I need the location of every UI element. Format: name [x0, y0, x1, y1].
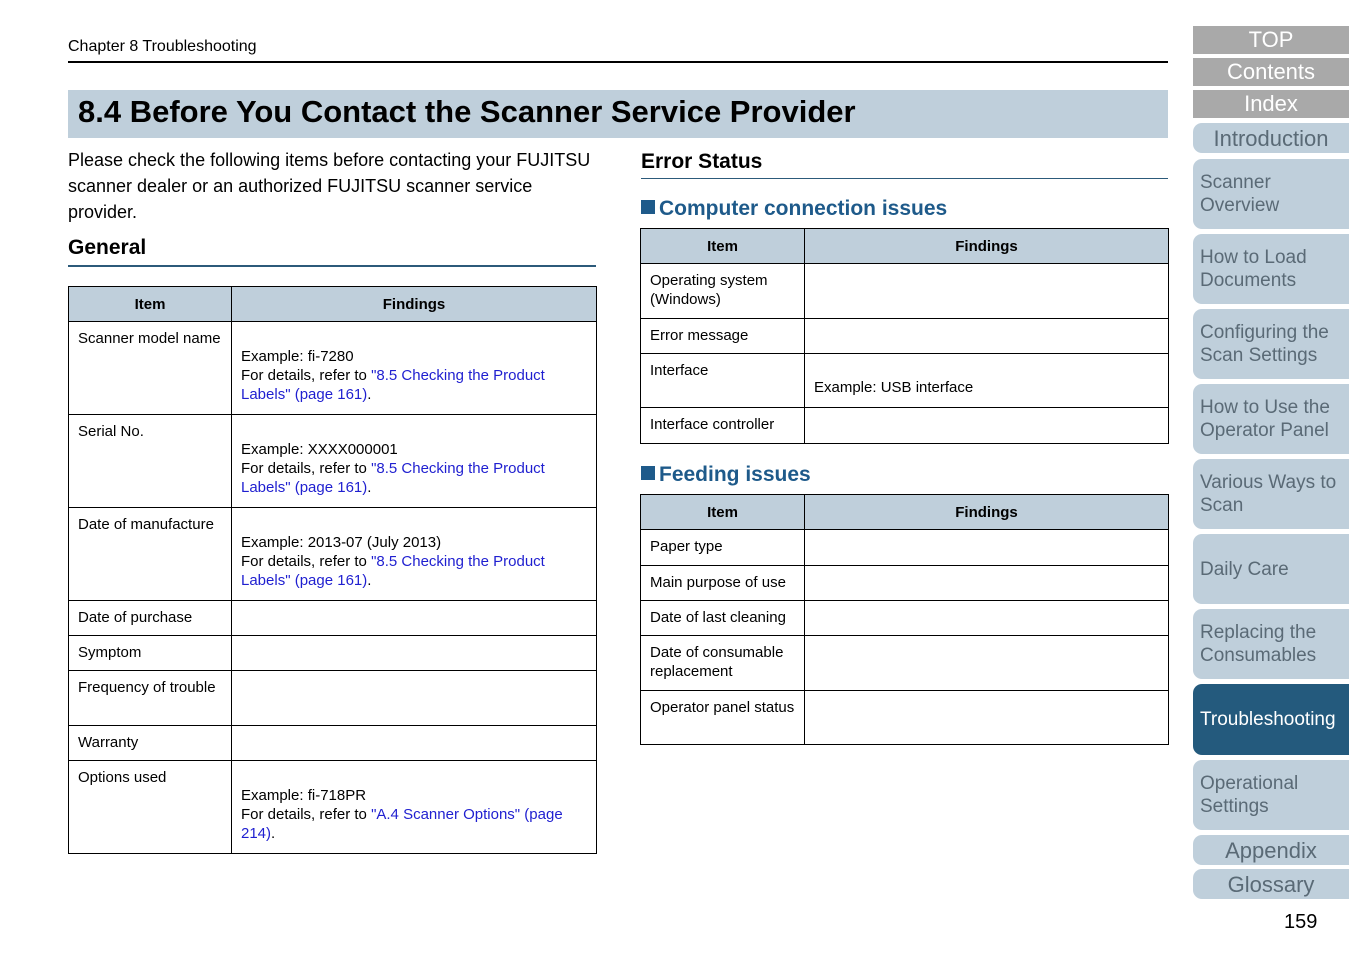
table-row [69, 761, 597, 854]
feeding-issues-table [640, 494, 1169, 745]
findings-cell [232, 671, 597, 726]
findings-cell [232, 601, 597, 636]
scanner-options-link[interactable]: "A.4 Scanner Options" (page 214) [241, 806, 563, 842]
item-cell: Frequency of trouble [69, 671, 232, 726]
item-cell: Warranty [69, 726, 232, 761]
nav-item-how-to-load-documents[interactable]: How to Load Documents [1193, 234, 1349, 304]
nav-item-appendix[interactable]: Appendix [1193, 835, 1349, 865]
table-row [641, 566, 1169, 601]
feeding-issues-label: Feeding issues [659, 463, 811, 486]
nav-item-troubleshooting[interactable]: Troubleshooting [1193, 684, 1349, 755]
page-number: 159 [1284, 911, 1318, 933]
page-title: 8.4 Before You Contact the Scanner Service Provider [78, 94, 856, 129]
item-cell: Symptom [69, 636, 232, 671]
table-row [69, 726, 597, 761]
findings-cell [805, 408, 1169, 444]
square-bullet-icon [641, 466, 655, 480]
findings-cell [805, 530, 1169, 566]
table-row [641, 319, 1169, 354]
findings-cell [232, 636, 597, 671]
findings-cell [805, 264, 1169, 319]
table-row [69, 671, 597, 726]
col-findings-header: Findings [232, 287, 597, 322]
findings-cell [805, 691, 1169, 745]
table-row [69, 322, 597, 415]
col-item-header: Item [69, 287, 232, 322]
findings-cell [232, 761, 597, 854]
table-row [641, 601, 1169, 636]
computer-issues-heading [641, 197, 947, 221]
item-cell: Interface controller [641, 408, 805, 444]
item-cell: Operator panel status [641, 691, 805, 745]
item-cell: Main purpose of use [641, 566, 805, 601]
general-table [68, 286, 597, 854]
period: . [367, 386, 372, 403]
nav-index-button[interactable]: Index [1193, 90, 1349, 118]
findings-cell [232, 726, 597, 761]
general-heading-rule [68, 265, 596, 267]
col-item-header: Item [641, 229, 805, 264]
chapter-label: Chapter 8 Troubleshooting [68, 38, 257, 55]
nav-top-button[interactable]: TOP [1193, 26, 1349, 54]
example-text: Example: fi-7280 [241, 348, 354, 365]
refer-text: For details, refer to [241, 367, 372, 384]
findings-cell [232, 322, 597, 415]
nav-item-daily-care[interactable]: Daily Care [1193, 534, 1349, 604]
item-cell: Serial No. [69, 415, 232, 508]
findings-cell [232, 508, 597, 601]
error-status-heading: Error Status [641, 150, 763, 173]
table-row [69, 415, 597, 508]
table-header-row [69, 287, 597, 322]
table-row [69, 601, 597, 636]
nav-item-operational-settings[interactable]: Operational Settings [1193, 760, 1349, 830]
findings-cell: Example: USB interface [805, 354, 1169, 408]
example-text: Example: XXXX000001 [241, 441, 398, 458]
item-cell: Error message [641, 319, 805, 354]
product-labels-link[interactable]: "8.5 Checking the Product Labels" (page 161) [241, 553, 545, 589]
intro-text: Please check the following items before contacting your FUJITSU scanner dealer or an authorized FUJITSU scanner service provider. [68, 150, 591, 222]
product-labels-link[interactable]: "8.5 Checking the Product Labels" (page 161) [241, 460, 545, 496]
computer-issues-table [640, 228, 1169, 444]
table-row [641, 408, 1169, 444]
square-bullet-icon [641, 200, 655, 214]
findings-cell [805, 566, 1169, 601]
table-row [69, 636, 597, 671]
period: . [367, 479, 372, 496]
item-cell: Interface [641, 354, 805, 408]
table-header-row [641, 229, 1169, 264]
nav-item-replacing-consumables[interactable]: Replacing the Consumables [1193, 609, 1349, 679]
findings-cell [805, 601, 1169, 636]
period: . [271, 825, 276, 842]
refer-text: For details, refer to [241, 806, 372, 823]
period: . [367, 572, 372, 589]
item-cell: Operating system (Windows) [641, 264, 805, 319]
item-cell: Paper type [641, 530, 805, 566]
item-cell: Scanner model name [69, 322, 232, 415]
feeding-issues-heading [641, 463, 811, 487]
refer-text: For details, refer to [241, 553, 372, 570]
general-heading: General [68, 236, 147, 259]
example-text: Example: fi-718PR [241, 787, 367, 804]
item-cell: Date of manufacture [69, 508, 232, 601]
example-text: Example: 2013-07 (July 2013) [241, 534, 442, 551]
table-row [69, 508, 597, 601]
item-cell: Options used [69, 761, 232, 854]
nav-item-operator-panel[interactable]: How to Use the Operator Panel [1193, 384, 1349, 454]
nav-item-introduction[interactable]: Introduction [1193, 123, 1349, 153]
nav-item-glossary[interactable]: Glossary [1193, 869, 1349, 899]
findings-cell [805, 319, 1169, 354]
table-row [641, 636, 1169, 691]
computer-issues-label: Computer connection issues [659, 197, 948, 220]
nav-item-scanner-overview[interactable]: Scanner Overview [1193, 159, 1349, 229]
product-labels-link[interactable]: "8.5 Checking the Product Labels" (page 161) [241, 367, 545, 403]
findings-cell [232, 415, 597, 508]
table-header-row [641, 495, 1169, 530]
item-cell: Date of purchase [69, 601, 232, 636]
error-status-rule [641, 178, 1168, 179]
nav-contents-button[interactable]: Contents [1193, 58, 1349, 86]
item-cell: Date of last cleaning [641, 601, 805, 636]
item-cell: Date of consumable replacement [641, 636, 805, 691]
col-item-header: Item [641, 495, 805, 530]
col-findings-header: Findings [805, 229, 1169, 264]
table-row [641, 530, 1169, 566]
nav-item-various-ways-to-scan[interactable]: Various Ways to Scan [1193, 459, 1349, 529]
table-row [641, 354, 1169, 408]
title-bar [68, 90, 1168, 138]
col-findings-header: Findings [805, 495, 1169, 530]
table-row [641, 264, 1169, 319]
nav-item-configuring-scan-settings[interactable]: Configuring the Scan Settings [1193, 309, 1349, 379]
findings-cell [805, 636, 1169, 691]
header-rule [68, 61, 1168, 63]
table-row [641, 691, 1169, 745]
refer-text: For details, refer to [241, 460, 372, 477]
